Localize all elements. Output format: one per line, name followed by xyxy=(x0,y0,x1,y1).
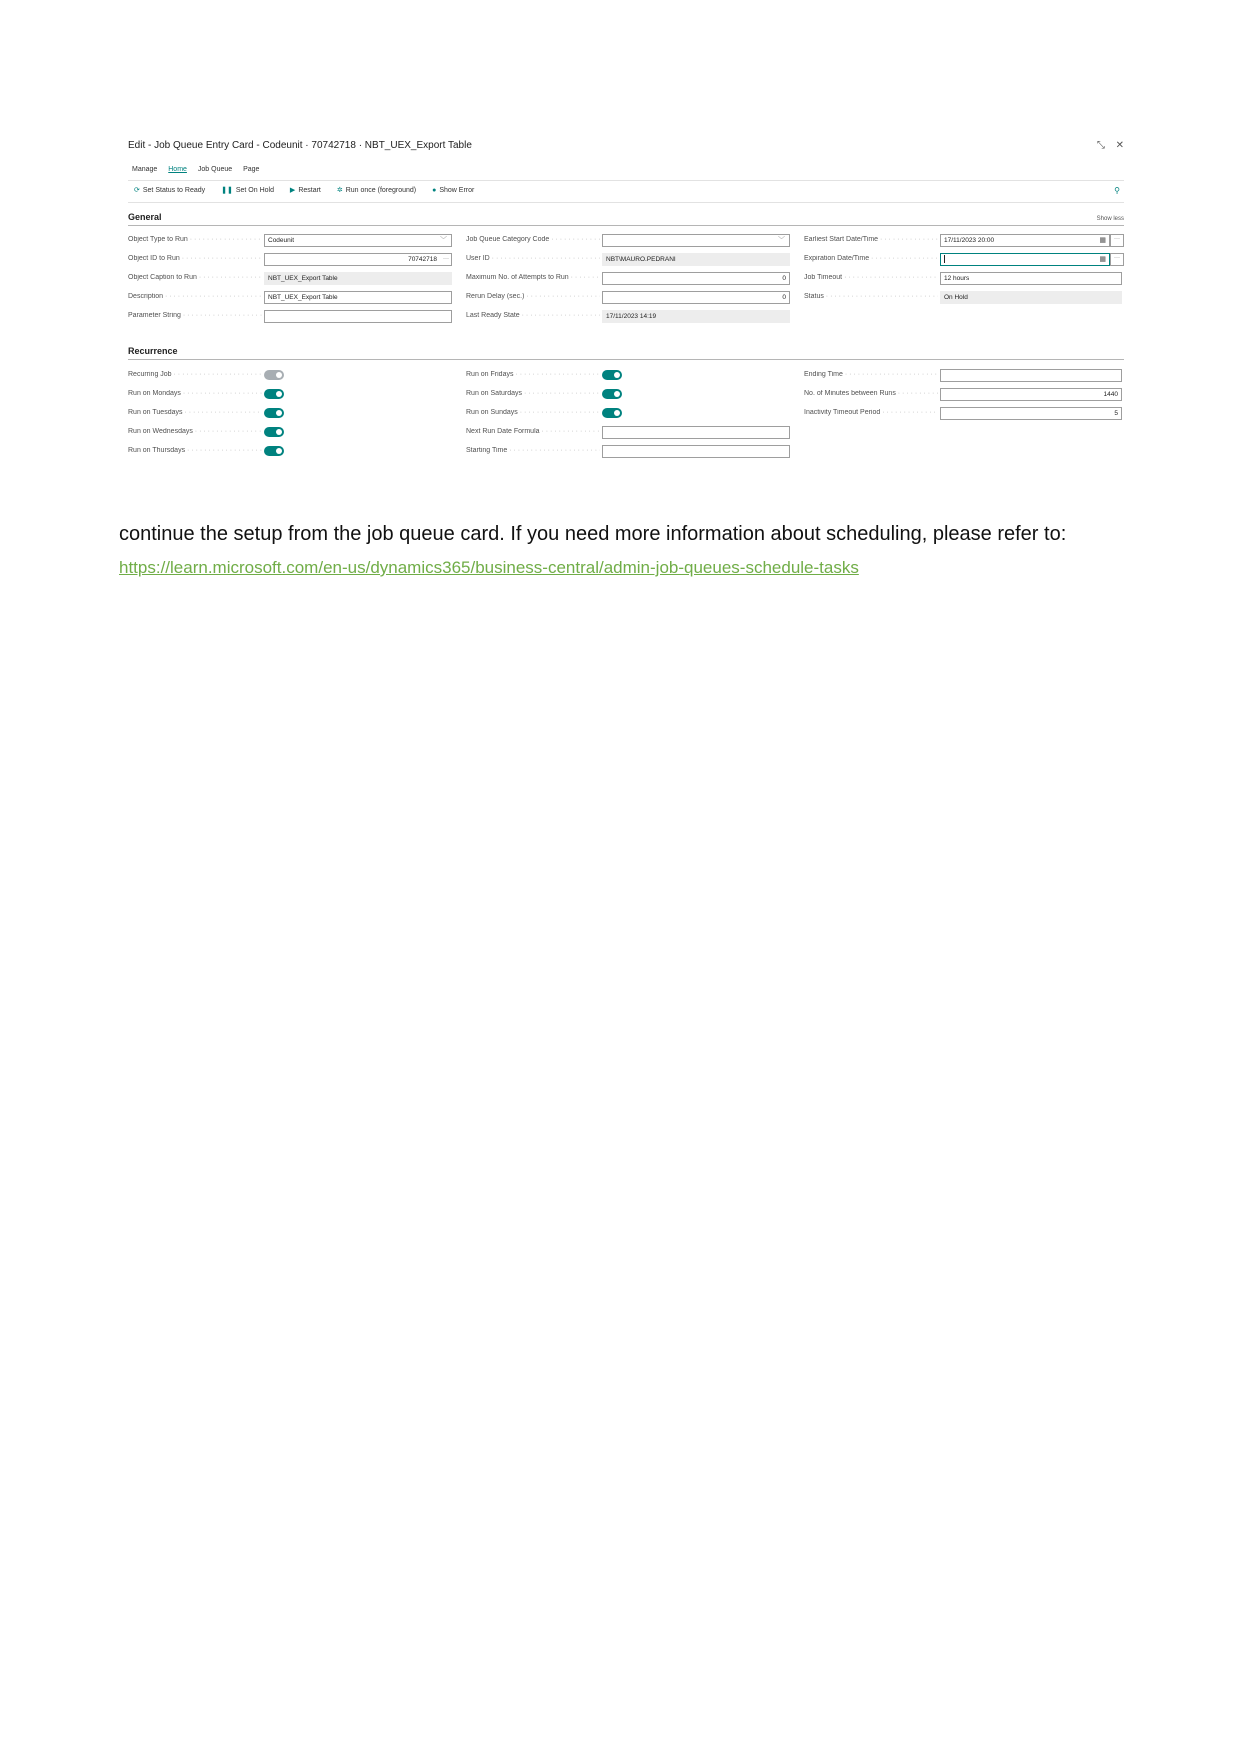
body-paragraph xyxy=(119,518,1129,584)
set-status-ready-button[interactable]: ⟳ Set Status to Ready xyxy=(134,187,206,194)
last-ready-state-value: 17/11/2023 14:19 xyxy=(602,310,790,323)
job-timeout-input[interactable]: 12 hours xyxy=(940,272,1122,285)
calendar-icon[interactable]: ▦ xyxy=(1099,256,1106,263)
field-object-caption: Object Caption to Run · · · NBT_UEX_Export Table xyxy=(128,272,448,285)
chevron-down-icon: ﹀ xyxy=(778,237,785,244)
field-object-type: Object Type to Run · · · Codeunit ﹀ xyxy=(128,234,448,247)
next-run-date-formula-input[interactable] xyxy=(602,426,790,439)
card-title: Edit - Job Queue Entry Card - Codeunit · 70742718 · NBT_UEX_Export Table xyxy=(128,140,472,151)
field-next-run-date-formula: Next Run Date Formula · · · xyxy=(466,426,786,439)
ellipsis-icon[interactable]: ··· xyxy=(443,256,449,262)
tab-home[interactable]: Home xyxy=(168,166,187,173)
tab-page[interactable]: Page xyxy=(243,166,260,173)
field-category-code: Job Queue Category Code · · · ﹀ xyxy=(466,234,786,247)
field-run-sundays: Run on Sundays · · · xyxy=(466,407,786,420)
field-run-fridays: Run on Fridays · · · xyxy=(466,369,786,382)
field-earliest-start: Earliest Start Date/Time · · · 17/11/2023 20:00 ▦ ··· xyxy=(804,234,1124,247)
field-parameter-string: Parameter String · · · xyxy=(128,310,448,323)
status-ready-icon: ⟳ xyxy=(134,187,140,194)
field-minutes-between-runs: No. of Minutes between Runs · · · 1440 xyxy=(804,388,1124,401)
rerun-delay-input[interactable]: 0 xyxy=(602,291,790,304)
field-max-attempts: Maximum No. of Attempts to Run · · · 0 xyxy=(466,272,786,285)
run-sundays-toggle[interactable] xyxy=(602,408,622,418)
pin-icon[interactable]: ⚲ xyxy=(1114,186,1120,195)
action-bar xyxy=(134,186,488,194)
run-once-button[interactable]: ✲ Run once (foreground) xyxy=(336,187,417,194)
restart-button[interactable]: ▶ Restart xyxy=(289,187,321,194)
collapse-icon[interactable]: ⤡ xyxy=(1096,140,1105,151)
parameter-string-input[interactable] xyxy=(264,310,452,323)
starting-time-input[interactable] xyxy=(602,445,790,458)
minutes-between-runs-input[interactable]: 1440 xyxy=(940,388,1122,401)
run-once-icon: ✲ xyxy=(336,187,343,194)
earliest-start-input[interactable]: 17/11/2023 20:00 ▦ xyxy=(940,234,1110,247)
field-job-timeout: Job Timeout · · · 12 hours xyxy=(804,272,1124,285)
run-tuesdays-toggle[interactable] xyxy=(264,408,284,418)
show-less-link[interactable]: Show less xyxy=(1096,216,1124,222)
field-status: Status · · · On Hold xyxy=(804,291,1124,304)
field-run-tuesdays: Run on Tuesdays · · · xyxy=(128,407,448,420)
description-input[interactable]: NBT_UEX_Export Table xyxy=(264,291,452,304)
close-icon[interactable]: ✕ xyxy=(1115,140,1124,151)
expiration-more-button[interactable]: ··· xyxy=(1110,253,1124,266)
expiration-input[interactable] xyxy=(940,253,1110,266)
ending-time-input[interactable] xyxy=(940,369,1122,382)
general-section-title: General xyxy=(128,212,162,222)
run-wednesdays-toggle[interactable] xyxy=(264,427,284,437)
recurrence-section-title: Recurrence xyxy=(128,346,178,356)
status-value: On Hold xyxy=(940,291,1122,304)
field-ending-time: Ending Time · · · xyxy=(804,369,1124,382)
paragraph-text: continue the setup from the job queue card. If you need more information about scheduling, please refer to: xyxy=(119,523,1067,545)
job-queue-entry-card xyxy=(128,136,1124,466)
field-run-thursdays: Run on Thursdays · · · xyxy=(128,445,448,458)
action-tabs xyxy=(132,166,268,173)
field-object-id: Object ID to Run · · · 70742718 ··· xyxy=(128,253,448,266)
field-description: Description · · · NBT_UEX_Export Table xyxy=(128,291,448,304)
run-fridays-toggle[interactable] xyxy=(602,370,622,380)
max-attempts-input[interactable]: 0 xyxy=(602,272,790,285)
recurring-job-toggle[interactable] xyxy=(264,370,284,380)
error-icon: ● xyxy=(432,187,437,194)
object-caption-value: NBT_UEX_Export Table xyxy=(264,272,452,285)
field-recurring-job: Recurring Job · · · xyxy=(128,369,448,382)
run-saturdays-toggle[interactable] xyxy=(602,389,622,399)
inactivity-timeout-input[interactable]: 5 xyxy=(940,407,1122,420)
field-run-saturdays: Run on Saturdays · · · xyxy=(466,388,786,401)
docs-link[interactable]: https://learn.microsoft.com/en-us/dynamics365/business-central/admin-job-queues-schedule-tasks xyxy=(119,558,859,577)
run-thursdays-toggle[interactable] xyxy=(264,446,284,456)
calendar-icon[interactable]: ▦ xyxy=(1099,237,1106,244)
play-icon: ▶ xyxy=(289,187,296,194)
field-run-wednesdays: Run on Wednesdays · · · xyxy=(128,426,448,439)
run-mondays-toggle[interactable] xyxy=(264,389,284,399)
field-inactivity-timeout: Inactivity Timeout Period · · · 5 xyxy=(804,407,1124,420)
field-user-id: User ID · · · NBT\MAURO.PEDRANI xyxy=(466,253,786,266)
object-type-select[interactable]: Codeunit ﹀ xyxy=(264,234,452,247)
field-run-mondays: Run on Mondays · · · xyxy=(128,388,448,401)
field-expiration: Expiration Date/Time · · · ▦ ··· xyxy=(804,253,1124,266)
category-code-select[interactable] xyxy=(602,234,790,247)
show-error-button[interactable]: ● Show Error xyxy=(432,187,475,194)
field-rerun-delay: Rerun Delay (sec.) · · · 0 xyxy=(466,291,786,304)
tab-job-queue[interactable]: Job Queue xyxy=(197,166,233,173)
tab-manage[interactable]: Manage xyxy=(132,166,158,173)
chevron-down-icon: ﹀ xyxy=(440,237,447,244)
set-on-hold-button[interactable]: ❚❚ Set On Hold xyxy=(221,187,274,194)
card-titlebar xyxy=(128,140,1124,154)
pause-icon: ❚❚ xyxy=(221,187,233,194)
object-id-input[interactable]: 70742718 ··· xyxy=(264,253,452,266)
user-id-value: NBT\MAURO.PEDRANI xyxy=(602,253,790,266)
earliest-start-more-button[interactable]: ··· xyxy=(1110,234,1124,247)
field-starting-time: Starting Time · · · xyxy=(466,445,786,458)
field-last-ready-state: Last Ready State · · · 17/11/2023 14:19 xyxy=(466,310,786,323)
